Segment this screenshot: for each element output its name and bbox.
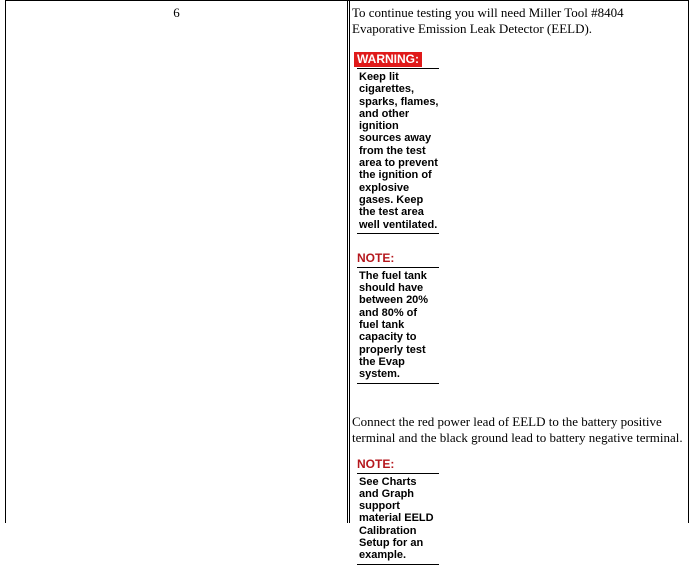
step-number: 6	[173, 5, 180, 20]
note-text-2: See Charts and Graph support material EELD Calibration Setup for an example.	[357, 473, 439, 565]
column-divider	[349, 1, 350, 523]
note-label-2: NOTE:	[357, 456, 395, 471]
intro-text: To continue testing you will need Miller Tool #8404 Evaporative Emission Leak Detector (EELD).	[352, 5, 624, 36]
note-block-2	[354, 456, 439, 565]
note-text: The fuel tank should have between 20% and 80% of fuel tank capacity to properly test the Evap system.	[357, 267, 439, 384]
procedure-table	[5, 0, 689, 562]
note-block	[354, 250, 439, 384]
warning-block	[354, 51, 439, 234]
warning-text: Keep lit cigarettes, sparks, flames, and other ignition sources away from the test area to prevent the ignition of explosive gases. Keep the test area well ventilated.	[357, 68, 439, 234]
column-divider	[347, 1, 348, 523]
step-content	[352, 5, 686, 565]
note-label: NOTE:	[357, 250, 395, 265]
warning-label: WARNING:	[354, 52, 422, 67]
connect-text: Connect the red power lead of EELD to the battery positive terminal and the black ground lead to battery negative terminal.	[352, 413, 683, 445]
